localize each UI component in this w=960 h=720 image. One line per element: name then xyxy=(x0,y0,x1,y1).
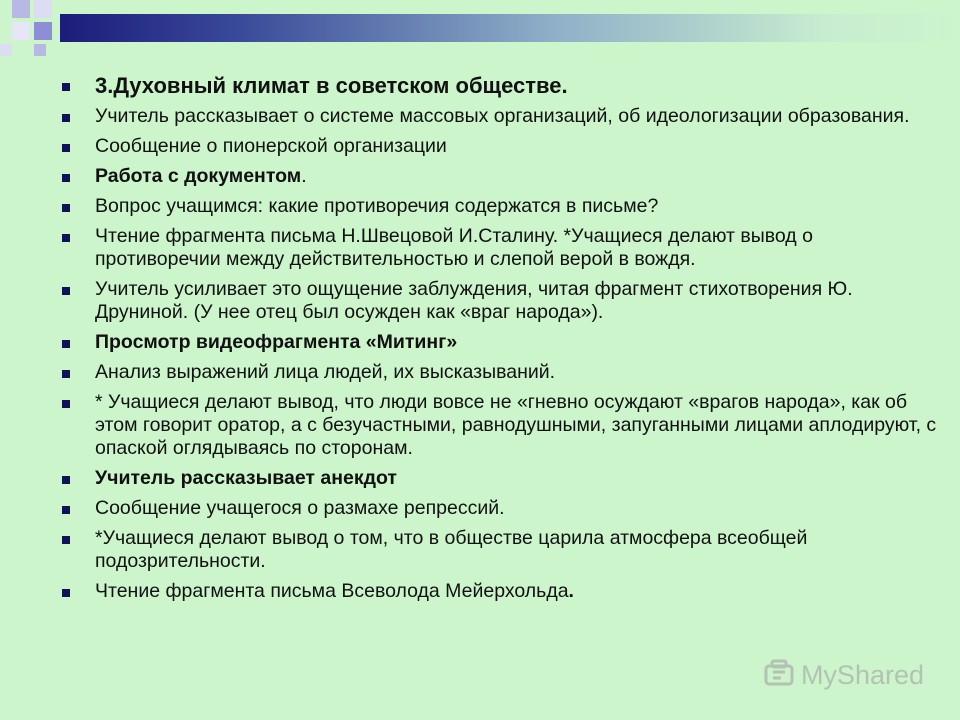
square-bullet-icon xyxy=(62,83,70,91)
decor-square xyxy=(12,0,30,18)
item-text: Учитель рассказывает анекдот xyxy=(95,467,397,489)
square-bullet-icon xyxy=(62,234,70,242)
list-item xyxy=(58,165,938,188)
list-item xyxy=(58,225,938,271)
list-item-title xyxy=(58,72,938,100)
square-bullet-icon xyxy=(62,340,70,348)
decor-square xyxy=(12,22,30,40)
square-bullet-icon xyxy=(62,589,70,597)
list-item xyxy=(58,580,938,603)
square-bullet-icon xyxy=(62,400,70,408)
list-item xyxy=(58,278,938,324)
item-text: Чтение фрагмента письма Н.Швецовой И.Сталину. *Учащиеся делают вывод о противоречии между действительностью и слепой верой в вождя. xyxy=(95,225,813,270)
list-item xyxy=(58,195,938,218)
item-text: *Учащиеся делают вывод о том, что в обществе царила атмосфера всеобщей подозрительности. xyxy=(95,527,808,572)
item-text: Работа с документом xyxy=(95,165,302,187)
list-item xyxy=(58,331,938,354)
decor-square xyxy=(34,44,46,56)
list-item xyxy=(58,527,938,573)
square-bullet-icon xyxy=(62,287,70,295)
square-bullet-icon xyxy=(62,370,70,378)
square-bullet-icon xyxy=(62,204,70,212)
square-bullet-icon xyxy=(62,174,70,182)
square-bullet-icon xyxy=(62,476,70,484)
item-text: 3.Духовный климат в советском обществе. xyxy=(95,73,568,98)
decor-square xyxy=(34,22,52,40)
list-item xyxy=(58,391,938,460)
square-bullet-icon xyxy=(62,506,70,514)
item-tail: . xyxy=(301,165,307,187)
square-bullet-icon xyxy=(62,114,70,122)
watermark xyxy=(763,658,924,692)
item-tail: . xyxy=(568,580,574,602)
item-text: * Учащиеся делают вывод, что люди вовсе не «гневно осуждают «врагов народа», как об этом говорит оратор, а с безучастными, равнодушными, запуганными лицами аплодируют, с опаской оглядываясь по сторонам. xyxy=(95,391,937,459)
item-text: Вопрос учащимся: какие противоречия содержатся в письме? xyxy=(95,195,659,217)
item-text: Учитель рассказывает о системе массовых организаций, об идеологизации образования. xyxy=(95,105,910,127)
list-item xyxy=(58,497,938,520)
item-text: Просмотр видеофрагмента «Митинг» xyxy=(95,331,458,353)
item-text: Чтение фрагмента письма Всеволода Мейерхольда xyxy=(95,580,569,602)
list-item xyxy=(58,135,938,158)
item-text: Сообщение о пионерской организации xyxy=(95,135,447,157)
list-item xyxy=(58,105,938,128)
list-item xyxy=(58,467,938,490)
bullet-list xyxy=(58,72,938,610)
myshared-logo-icon xyxy=(763,658,797,692)
top-gradient-bar xyxy=(60,14,960,42)
item-text: Анализ выражений лица людей, их высказываний. xyxy=(95,361,556,383)
decor-square xyxy=(34,0,52,18)
watermark-text: MyShared xyxy=(800,659,924,690)
item-text: Сообщение учащегося о размахе репрессий. xyxy=(95,497,505,519)
decor-square xyxy=(0,44,12,56)
list-item xyxy=(58,361,938,384)
item-text: Учитель усиливает это ощущение заблуждения, читая фрагмент стихотворения Ю. Друниной. (У нее отец был осужден как «враг народа»). xyxy=(95,278,853,323)
square-bullet-icon xyxy=(62,144,70,152)
square-bullet-icon xyxy=(62,536,70,544)
